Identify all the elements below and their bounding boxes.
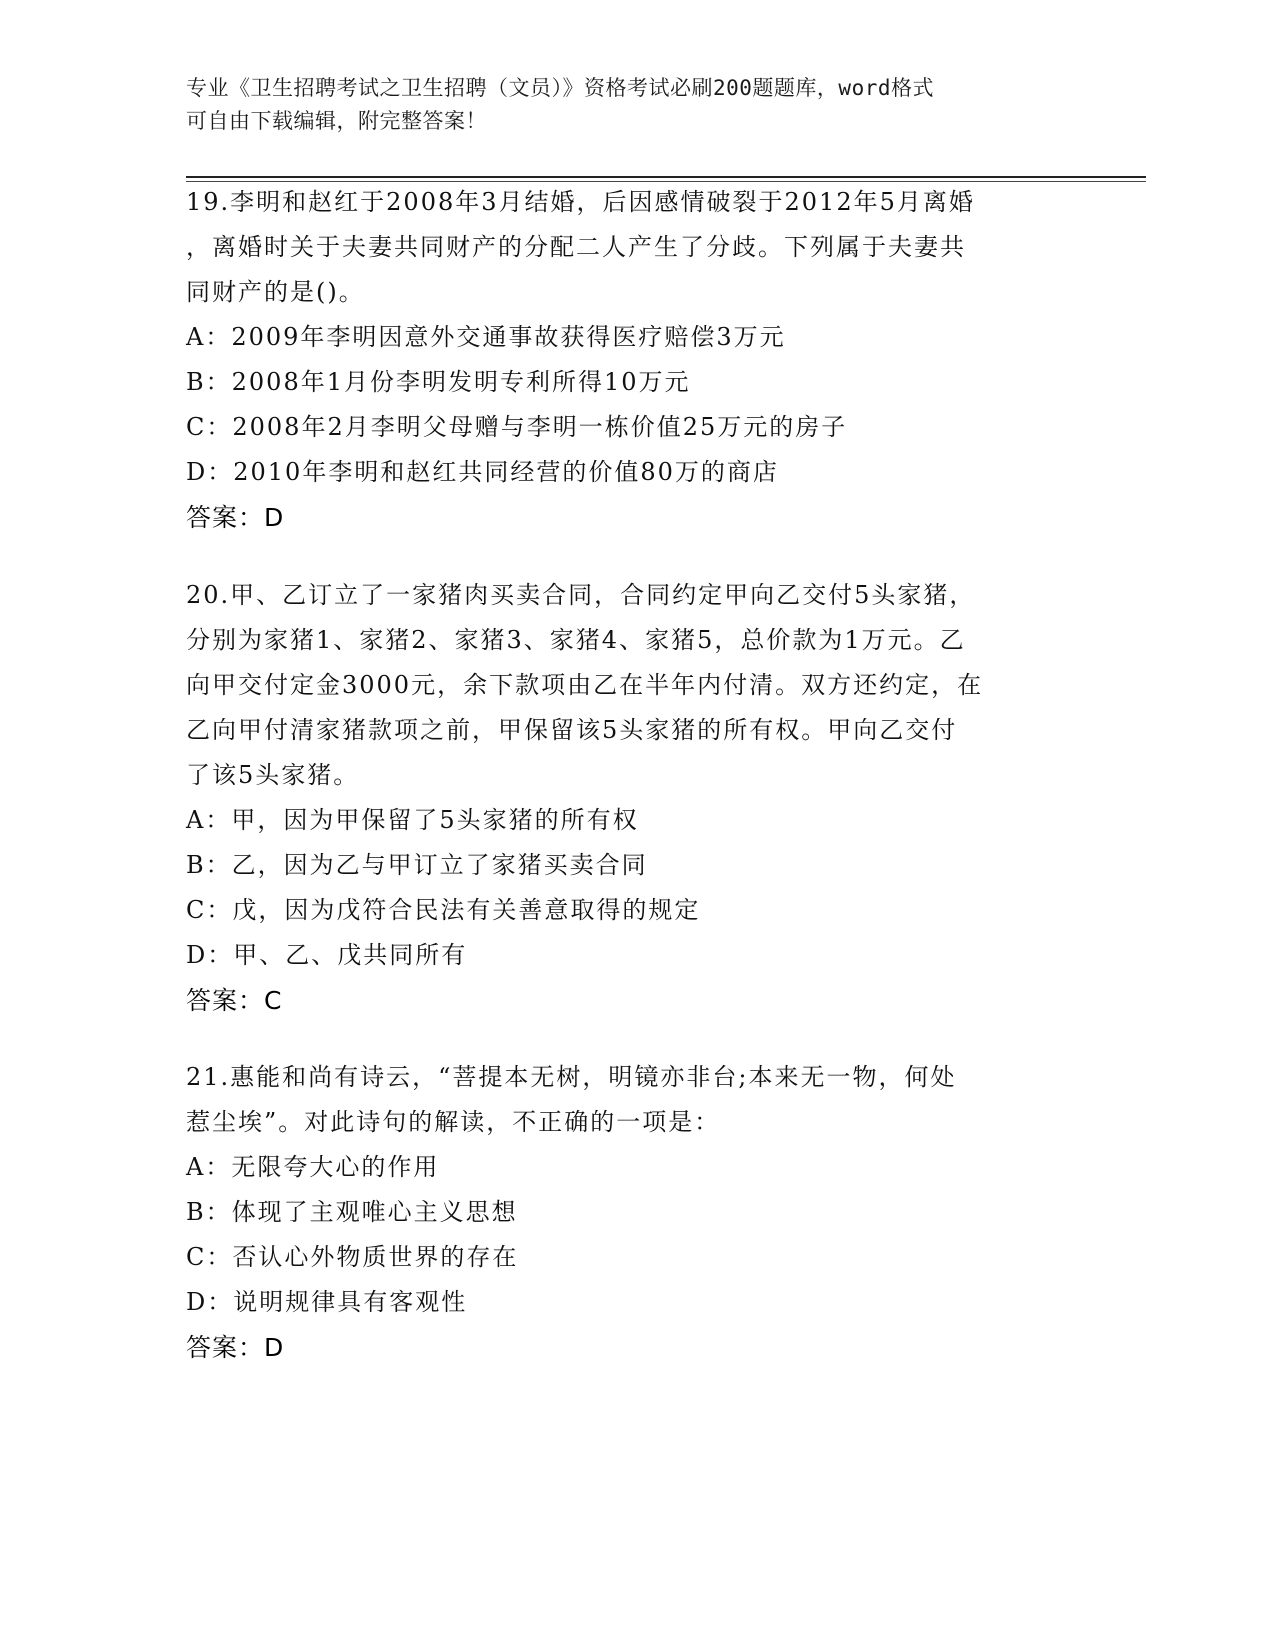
question-stem-line: 21.惠能和尚有诗云，“菩提本无树，明镜亦非台;本来无一物，何处	[186, 1063, 957, 1091]
question-stem-line: 分别为家猪1、家猪2、家猪3、家猪4、家猪5，总价款为1万元。乙	[186, 626, 966, 654]
question-stem-line: 惹尘埃”。对此诗句的解读，不正确的一项是：	[186, 1108, 721, 1136]
option-b: B：2008年1月份李明发明专利所得10万元	[186, 368, 691, 396]
option-b: B：乙，因为乙与甲订立了家猪买卖合同	[186, 851, 648, 879]
header-divider-thick	[186, 176, 1146, 178]
option-d: D：说明规律具有客观性	[186, 1288, 468, 1316]
answer: 答案：D	[186, 1333, 285, 1362]
question-stem-line: 乙向甲付清家猪款项之前，甲保留该5头家猪的所有权。甲向乙交付	[186, 716, 958, 744]
question-19	[186, 180, 1086, 540]
option-a: A：无限夸大心的作用	[186, 1153, 440, 1181]
header-line-2: 可自由下载编辑，附完整答案！	[186, 109, 487, 133]
question-stem-line: 19.李明和赵红于2008年3月结婚，后因感情破裂于2012年5月离婚	[186, 188, 975, 216]
option-d: D：2010年李明和赵红共同经营的价值80万的商店	[186, 458, 779, 486]
option-d: D：甲、乙、戊共同所有	[186, 941, 468, 969]
option-a: A：2009年李明因意外交通事故获得医疗赔偿3万元	[186, 323, 786, 351]
option-c: C：2008年2月李明父母赠与李明一栋价值25万元的房子	[186, 413, 848, 441]
question-stem-line: 了该5头家猪。	[186, 761, 360, 789]
answer: 答案：C	[186, 986, 283, 1015]
question-stem-line: ，离婚时关于夫妻共同财产的分配二人产生了分歧。下列属于夫妻共	[186, 233, 966, 261]
question-20	[186, 573, 1086, 1023]
question-stem-line: 20.甲、乙订立了一家猪肉买卖合同，合同约定甲向乙交付5头家猪，	[186, 581, 976, 609]
answer: 答案：D	[186, 503, 285, 532]
question-stem-line: 同财产的是()。	[186, 278, 365, 306]
option-c: C：否认心外物质世界的存在	[186, 1243, 519, 1271]
header-line-1: 专业《卫生招聘考试之卫生招聘（文员）》资格考试必刷200题题库，word格式	[186, 76, 934, 100]
option-a: A：甲，因为甲保留了5头家猪的所有权	[186, 806, 639, 834]
option-c: C：戊，因为戊符合民法有关善意取得的规定	[186, 896, 701, 924]
document-header	[186, 72, 1086, 138]
question-stem-line: 向甲交付定金3000元，余下款项由乙在半年内付清。双方还约定，在	[186, 671, 984, 699]
option-b: B：体现了主观唯心主义思想	[186, 1198, 518, 1226]
question-21	[186, 1055, 1086, 1370]
